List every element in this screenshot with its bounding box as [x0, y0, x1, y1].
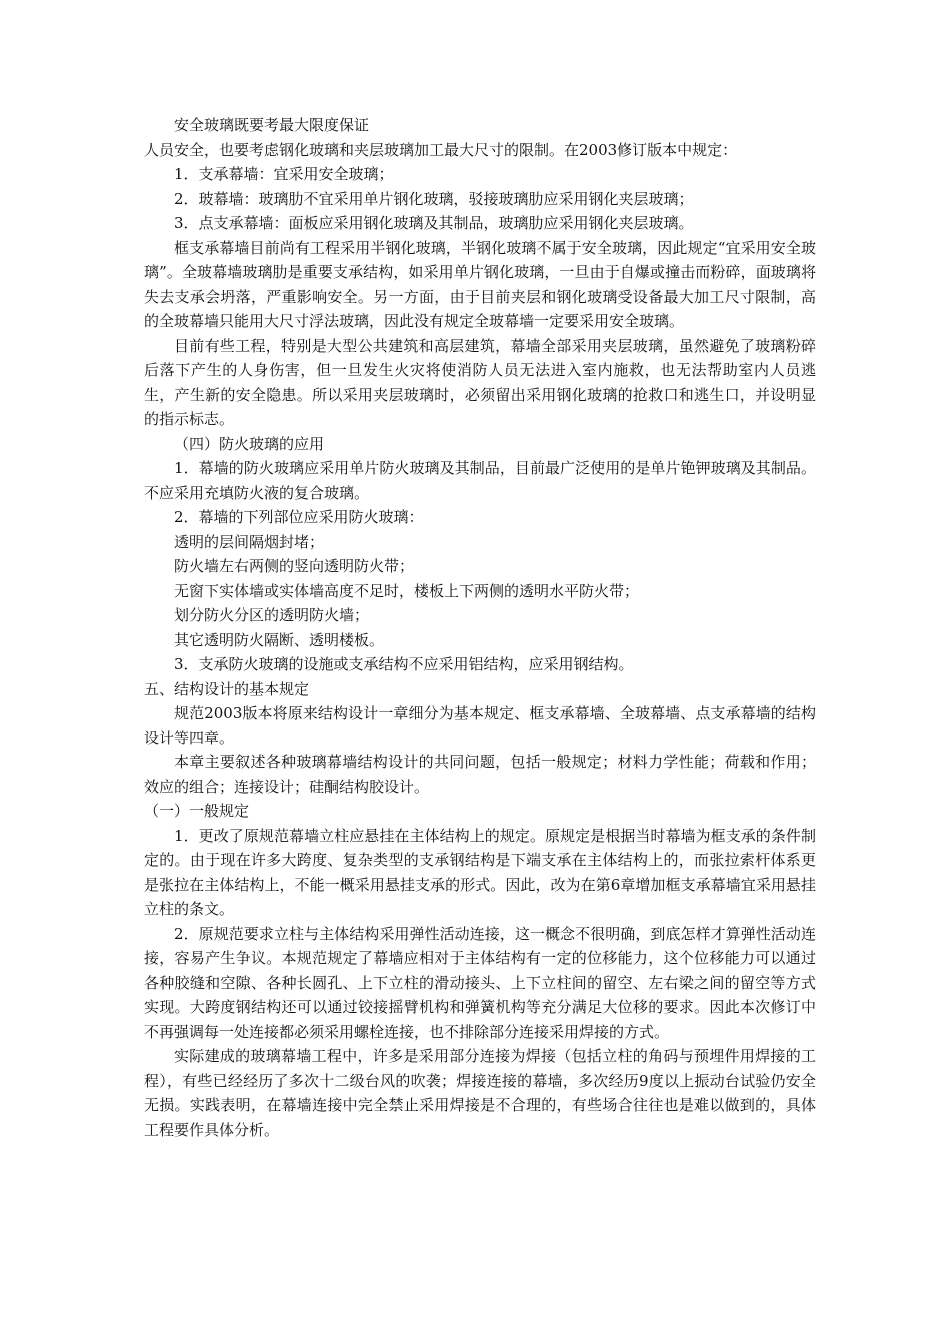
list-item: 透明的层间隔烟封堵； — [174, 532, 325, 551]
section-heading: 五、结构设计的基本规定 — [144, 679, 310, 698]
list-item: 其它透明防火隔断、透明楼板。 — [174, 630, 385, 649]
list-item: 3．支承防火玻璃的设施或支承结构不应采用铝结构，应采用钢结构。 — [174, 655, 634, 673]
list-item: 划分防火分区的透明防火墙； — [174, 606, 370, 624]
list-item: 3．点支承幕墙：面板应采用钢化玻璃及其制品，玻璃肋应采用钢化夹层玻璃。 — [174, 214, 694, 232]
list-item: 2．幕墙的下列部位应采用防火玻璃： — [174, 508, 424, 526]
paragraph: 实际建成的玻璃幕墙工程中，许多是采用部分连接为焊接（包括立柱的角码与预埋件用焊接的工程），有些已经经历了多次十二级台风的吹袭；焊接连接的幕墙，多次经历9度以上振动台试验仍安全无损。实践表明，在幕墙连接中完全禁止采用焊接是不合理的，有些场合往往也是难以做到的，具体工程要作具体分析。 — [144, 1047, 816, 1139]
section-heading: （四）防火玻璃的应用 — [174, 434, 325, 453]
list-item: 防火墙左右两侧的竖向透明防火带； — [174, 557, 415, 575]
section-heading: （一）一般规定 — [144, 802, 250, 820]
list-item: 无窗下实体墙或实体墙高度不足时，楼板上下两侧的透明水平防火带； — [174, 581, 640, 600]
paragraph: 规范2003版本将原来结构设计一章细分为基本规定、框支承幕墙、全玻幕墙、点支承幕墙的结构设计等四章。 — [144, 704, 816, 747]
list-item: 2．玻幕墙：玻璃肋不宜采用单片钢化玻璃，驳接玻璃肋应采用钢化夹层玻璃； — [174, 189, 694, 208]
paragraph: 人员安全，也要考虑钢化玻璃和夹层玻璃加工最大尺寸的限制。在2003修订版本中规定： — [144, 140, 738, 159]
paragraph: 1．更改了原规范幕墙立柱应悬挂在主体结构上的规定。原规定是根据当时幕墙为框支承的条件制定的。由于现在许多大跨度、复杂类型的支承钢结构是下端支承在主体结构上的，而张拉索杆体系更是张拉在主体结构上，不能一概采用悬挂支承的形式。因此，改为在第6章增加框支承幕墙宜采用悬挂立柱的条文。 — [144, 826, 816, 918]
list-item: 1．幕墙的防火玻璃应采用单片防火玻璃及其制品，目前最广泛使用的是单片铯钾玻璃及其制品。不应采用充填防火液的复合玻璃。 — [144, 459, 816, 502]
document-body — [144, 113, 816, 1142]
list-item: 1．支承幕墙：宜采用安全玻璃； — [174, 165, 394, 183]
paragraph: 2．原规范要求立柱与主体结构采用弹性活动连接，这一概念不很明确，到底怎样才算弹性活动连接，容易产生争议。本规范规定了幕墙应相对于主体结构有一定的位移能力，这个位移能力可以通过各种胶缝和空隙、各种长圆孔、上下立柱的滑动接头、上下立柱间的留空、左右梁之间的留空等方式实现。大跨度钢结构还可以通过铰接摇臂机构和弹簧机构等充分满足大位移的要求。因此本次修订中不再强调每一处连接都必须采用螺栓连接，也不排除部分连接采用焊接的方式。 — [144, 924, 816, 1041]
paragraph: 框支承幕墙目前尚有工程采用半钢化玻璃，半钢化玻璃不属于安全玻璃，因此规定“宜采用安全玻璃”。全玻幕墙玻璃肋是重要支承结构，如采用单片钢化玻璃，一旦由于自爆或撞击而粉碎，面玻璃将失去支承会坍落，严重影响安全。另一方面，由于目前夹层和钢化玻璃受设备最大加工尺寸限制，高的全玻幕墙只能用大尺寸浮法玻璃，因此没有规定全玻幕墙一定要采用安全玻璃。 — [144, 238, 816, 330]
paragraph: 目前有些工程，特别是大型公共建筑和高层建筑，幕墙全部采用夹层玻璃，虽然避免了玻璃粉碎后落下产生的人身伤害，但一旦发生火灾将使消防人员无法进入室内施救，也无法帮助室内人员逃生，产生新的安全隐患。所以采用夹层玻璃时，必须留出采用钢化玻璃的抢救口和逃生口，并设明显的指示标志。 — [144, 336, 816, 428]
paragraph: 本章主要叙述各种玻璃幕墙结构设计的共同问题，包括一般规定；材料力学性能；荷载和作用；效应的组合；连接设计；硅酮结构胶设计。 — [144, 753, 816, 796]
paragraph: 安全玻璃既要考最大限度保证 — [174, 116, 370, 134]
